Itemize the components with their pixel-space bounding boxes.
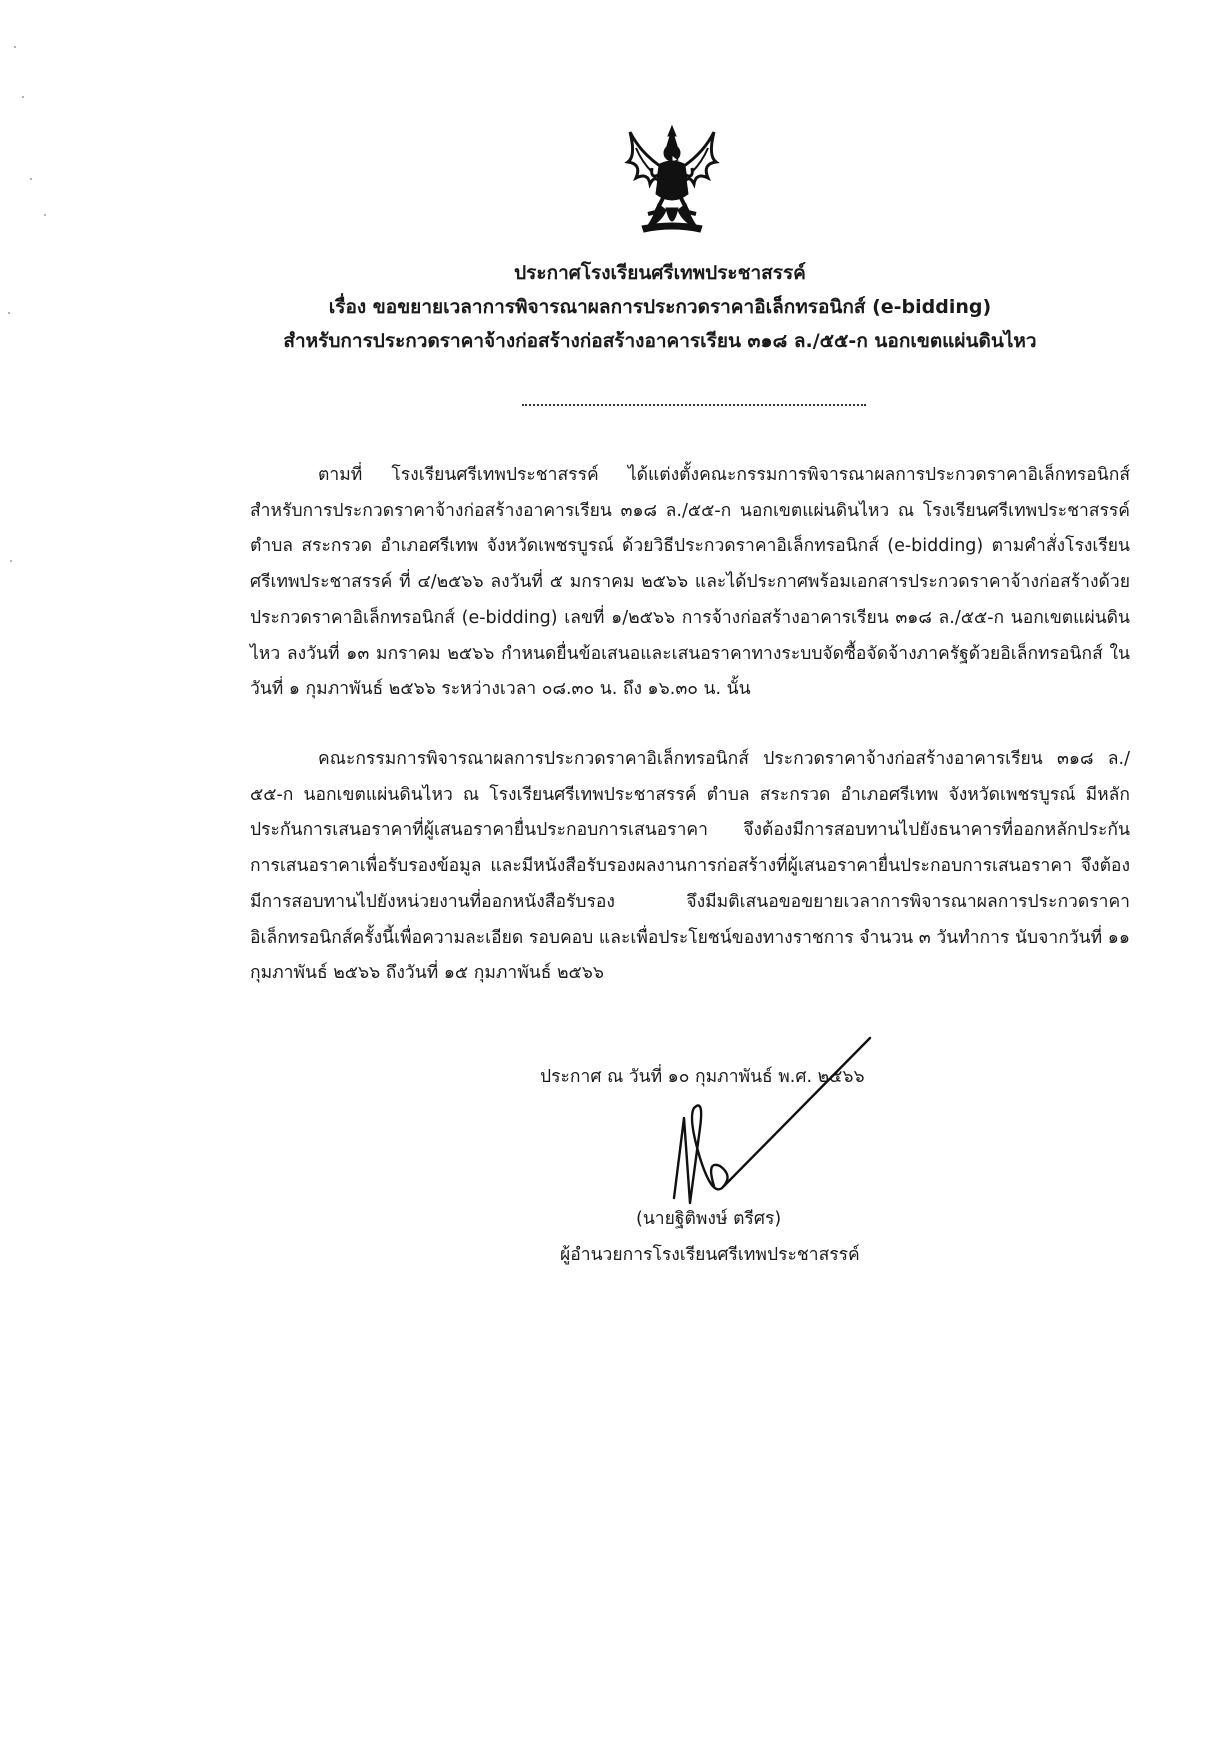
page-title: ประกาศโรงเรียนศรีเทพประชาสรรค์: [514, 262, 806, 284]
scan-speck: [44, 214, 46, 216]
scan-speck: [10, 560, 12, 562]
document-scope: สำหรับการประกวดราคาจ้างก่อสร้างก่อสร้างอาคารเรียน ๓๑๘ ล./๕๕-ก นอกเขตแผ่นดินไหว: [283, 330, 1037, 352]
signature-icon: [660, 1028, 900, 1228]
document-subject: เรื่อง ขอขยายเวลาการพิจารณาผลการประกวดราคาอิเล็กทรอนิกส์ (e-bidding): [328, 296, 992, 318]
announcement-date: ประกาศ ณ วันที่ ๑๐ กุมภาพันธ์ พ.ศ. ๒๕๖๖: [540, 1067, 865, 1087]
scan-speck: [22, 96, 24, 98]
dotted-divider: [522, 404, 866, 406]
garuda-emblem-icon: [622, 122, 722, 238]
scan-speck: [14, 46, 16, 48]
body-paragraph-1: ตามที่ โรงเรียนศรีเทพประชาสรรค์ ได้แต่งตั้งคณะกรรมการพิจารณาผลการประกวดราคาอิเล็กทรอนิกส์ สำหรับการประกวดราคาจ้างก่อสร้างอาคารเรียน ๓๑๘ ล./๕๕-ก นอกเขตแผ่นดินไหว ณ โรงเรียนศรีเทพประชาสรรค์ ตำบล สระกรวด อำเภอศรีเทพ จังหวัดเพชรบูรณ์ ด้วยวิธีประกวดราคาอิเล็กทรอนิกส์ (e-bidding) ตามคำสั่งโรงเรียนศรีเทพประชาสรรค์ ที่ ๔/๒๕๖๖ ลงวันที่ ๕ มกราคม ๒๕๖๖ และได้ประกาศพร้อมเอกสารประกวดราคาจ้างก่อสร้างด้วยประกวดราคาอิเล็กทรอนิกส์ (e-bidding) เลขที่ ๑/๒๕๖๖ การจ้างก่อสร้างอาคารเรียน ๓๑๘ ล./๕๕-ก นอกเขตแผ่นดินไหว ลงวันที่ ๑๓ มกราคม ๒๕๖๖ กำหนดยื่นข้อเสนอและเสนอราคาทางระบบจัดซื้อจัดจ้างภาครัฐด้วยอิเล็กทรอนิกส์ ในวันที่ ๑ กุมภาพันธ์ ๒๕๖๖ ระหว่างเวลา ๐๘.๓๐ น. ถึง ๑๖.๓๐ น. นั้น: [250, 465, 1130, 700]
body-paragraph-2: คณะกรรมการพิจารณาผลการประกวดราคาอิเล็กทรอนิกส์ ประกวดราคาจ้างก่อสร้างอาคารเรียน ๓๑๘ ล./๕๕-ก นอกเขตแผ่นดินไหว ณ โรงเรียนศรีเทพประชาสรรค์ ตำบล สระกรวด อำเภอศรีเทพ จังหวัดเพชรบูรณ์ มีหลักประกันการเสนอราคาที่ผู้เสนอราคายื่นประกอบการเสนอราคา จึงต้องมีการสอบทานไปยังธนาคารที่ออกหลักประกันการเสนอราคาเพื่อรับรองข้อมูล และมีหนังสือรับรองผลงานการก่อสร้างที่ผู้เสนอราคายื่นประกอบการเสนอราคา จึงต้องมีการสอบทานไปยังหน่วยงานที่ออกหนังสือรับรอง จึงมีมติเสนอขอขยายเวลาการพิจารณาผลการประกวดราคาอิเล็กทรอนิกส์ครั้งนี้เพื่อความละเอียด รอบคอบ และเพื่อประโยชน์ของทางราชการ จำนวน ๓ วันทำการ นับจากวันที่ ๑๑ กุมภาพันธ์ ๒๕๖๖ ถึงวันที่ ๑๕ กุมภาพันธ์ ๒๕๖๖: [250, 749, 1130, 984]
scan-speck: [8, 312, 10, 314]
scan-speck: [30, 178, 32, 180]
signatory-title: ผู้อำนวยการโรงเรียนศรีเทพประชาสรรค์: [560, 1245, 860, 1265]
signatory-name: (นายฐิติพงษ์ ตรีศร): [636, 1209, 782, 1229]
